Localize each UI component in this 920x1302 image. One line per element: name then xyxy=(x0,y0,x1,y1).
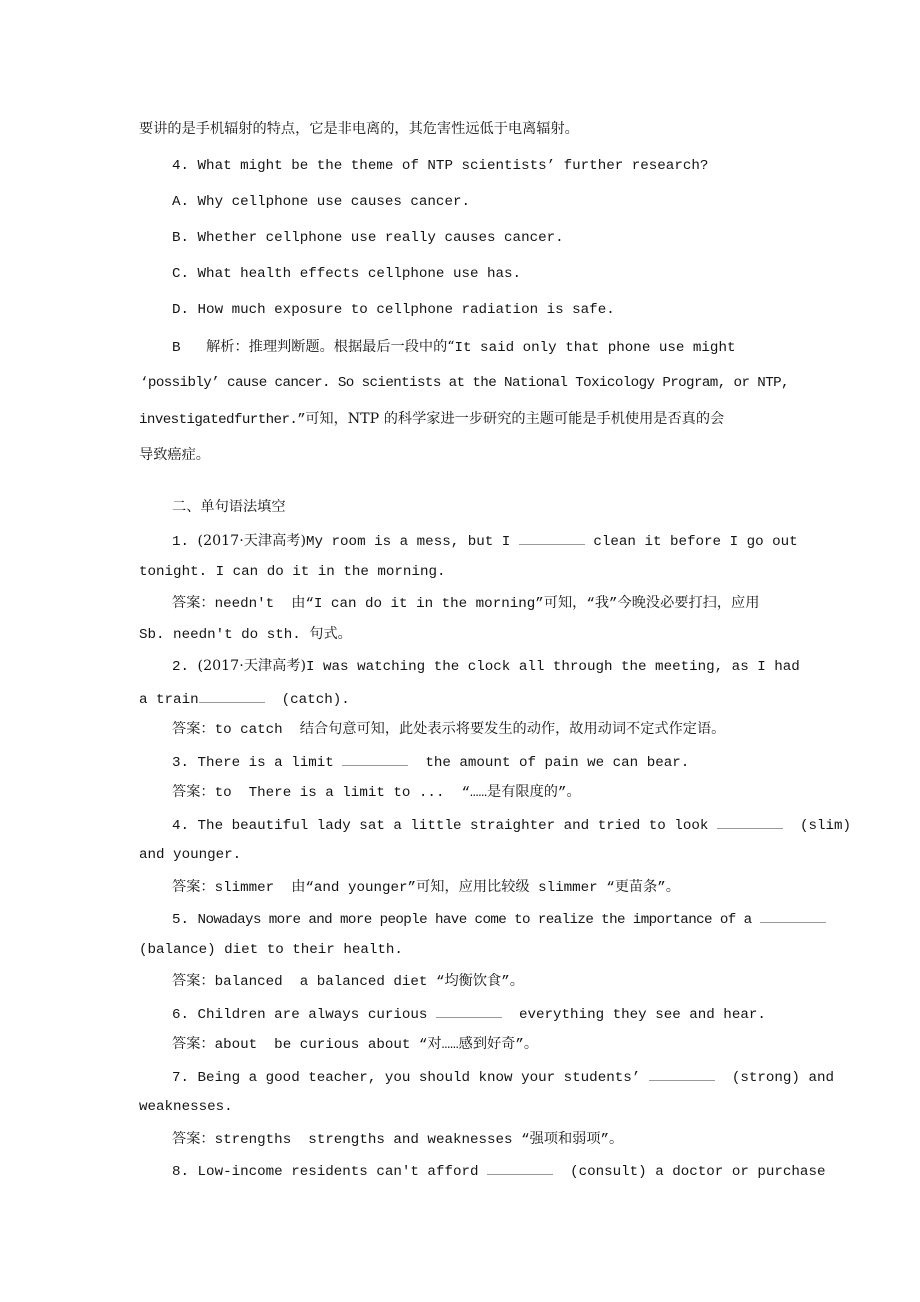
item-hint: (slim) xyxy=(799,818,852,834)
answer-text: strengths strengths and weaknesses “强项和弱项”。 xyxy=(214,1132,624,1148)
item-text: a train xyxy=(139,692,199,708)
option-d xyxy=(172,300,615,320)
item-text: Low-income residents can't afford xyxy=(197,1164,479,1180)
option-c xyxy=(172,264,521,284)
item-number: 7. xyxy=(172,1070,190,1086)
item-text: everything they see and hear. xyxy=(518,1007,766,1023)
analysis-line-2: ‘possibly’ cause cancer. So scientists at the National Toxicology Program, or NTP, xyxy=(140,375,789,391)
option-label: A. xyxy=(172,194,190,210)
grammar-answer-7 xyxy=(172,1129,623,1150)
item-text: There is a limit xyxy=(197,755,334,771)
answer-text: needn't 由“I can do it in the morning”可知，“我”今晚没必要打扫，应用 xyxy=(214,596,760,612)
grammar-answer-2 xyxy=(172,719,725,740)
answer-text: about be curious about “对……感到好奇”。 xyxy=(214,1037,539,1053)
item-number: 6. xyxy=(172,1007,190,1023)
grammar-item-6 xyxy=(172,1003,766,1025)
item-text: Nowadays more and more people have come to realize the importance of a xyxy=(197,912,752,928)
grammar-answer-5 xyxy=(172,971,524,992)
grammar-answer-6 xyxy=(172,1034,538,1055)
item-text: Children are always curious xyxy=(197,1007,428,1023)
item-source: (2017·天津高考) xyxy=(197,658,306,674)
analysis-line-3 xyxy=(139,409,724,430)
answer-blank[interactable] xyxy=(436,1003,502,1018)
grammar-item-4 xyxy=(172,814,851,836)
answer-text: balanced a balanced diet “均衡饮食”。 xyxy=(214,974,524,990)
answer-text: to There is a limit to ... “……是有限度的”。 xyxy=(214,785,581,801)
item-text: Being a good teacher, you should know your students’ xyxy=(197,1070,641,1086)
item-text: I was watching the clock all through the meeting, as I had xyxy=(305,659,800,675)
grammar-item-3 xyxy=(172,751,689,773)
answer-blank[interactable] xyxy=(199,688,265,703)
grammar-item-8 xyxy=(172,1160,825,1182)
item-text: My room is a mess, but I xyxy=(305,534,511,550)
grammar-item-5-line-2: (balance) diet to their health. xyxy=(139,942,403,958)
option-text: What health effects cellphone use has. xyxy=(197,266,522,282)
grammar-item-1-line-2: tonight. I can do it in the morning. xyxy=(139,564,446,580)
grammar-item-4-line-2: and younger. xyxy=(139,847,242,863)
grammar-answer-1 xyxy=(172,593,759,614)
option-label: C. xyxy=(172,266,190,282)
item-number: 4. xyxy=(172,818,190,834)
question-number: 4. xyxy=(172,158,190,174)
option-b xyxy=(172,228,564,248)
option-text: Whether cellphone use really causes cancer. xyxy=(197,230,564,246)
item-number: 3. xyxy=(172,755,190,771)
item-number: 5. xyxy=(172,912,190,928)
answer-label: 答案： xyxy=(172,973,215,989)
analysis-line-4: 导致癌症。 xyxy=(139,447,210,463)
question-stem xyxy=(172,156,708,176)
item-number: 1. xyxy=(172,534,190,550)
answer-text: to catch 结合句意可知，此处表示将要发生的动作，故用动词不定式作定语。 xyxy=(214,722,726,738)
intro-paragraph: 要讲的是手机辐射的特点，它是非电离的，其危害性远低于电离辐射。 xyxy=(139,121,579,137)
item-source: (2017·天津高考) xyxy=(197,533,306,549)
analysis-quote-en: It said only that phone use might xyxy=(454,340,736,356)
option-a xyxy=(172,192,470,212)
grammar-answer-1-line-2: Sb. needn't do sth. 句式。 xyxy=(139,627,352,643)
answer-label: 答案： xyxy=(172,595,215,611)
answer-label: 答案： xyxy=(172,784,215,800)
answer-label: 答案： xyxy=(172,721,215,737)
answer-blank[interactable] xyxy=(487,1160,553,1175)
answer-label: 答案： xyxy=(172,879,215,895)
item-hint: (catch). xyxy=(281,692,350,708)
item-text: clean it before I go out xyxy=(593,534,798,550)
item-hint: (consult) a doctor or purchase xyxy=(570,1164,826,1180)
answer-blank[interactable] xyxy=(519,530,585,545)
grammar-item-5 xyxy=(172,908,826,930)
answer-blank[interactable] xyxy=(717,814,783,829)
item-number: 2. xyxy=(172,659,190,675)
grammar-item-1 xyxy=(172,530,798,552)
grammar-item-7-line-2: weaknesses. xyxy=(139,1099,233,1115)
answer-blank[interactable] xyxy=(760,908,826,923)
item-number: 8. xyxy=(172,1164,190,1180)
option-text: How much exposure to cellphone radiation is safe. xyxy=(197,302,615,318)
question-text: What might be the theme of NTP scientists’ further research? xyxy=(197,158,709,174)
grammar-item-2-line-2 xyxy=(139,688,350,710)
answer-label: 答案： xyxy=(172,1036,215,1052)
grammar-item-2 xyxy=(172,656,800,677)
section-heading: 二、单句语法填空 xyxy=(172,499,286,515)
item-text: The beautiful lady sat a little straighter and tried to look xyxy=(197,818,709,834)
grammar-item-7 xyxy=(172,1066,834,1088)
answer-label: 答案： xyxy=(172,1131,215,1147)
answer-text: slimmer 由“and younger”可知，应用比较级 slimmer “更苗条”。 xyxy=(214,880,680,896)
grammar-answer-4 xyxy=(172,877,680,898)
analysis-quote-end: investigatedfurther.” xyxy=(139,412,306,428)
analysis-line-1 xyxy=(172,337,735,358)
analysis-conclusion: 可知，NTP 的科学家进一步研究的主题可能是手机使用是否真的会 xyxy=(305,411,725,427)
option-label: B. xyxy=(172,230,190,246)
answer-blank[interactable] xyxy=(342,751,408,766)
option-label: D. xyxy=(172,302,190,318)
analysis-text-cn: 解析：推理判断题。根据最后一段中的“ xyxy=(206,339,455,355)
item-hint: (strong) and xyxy=(731,1070,834,1086)
grammar-answer-3 xyxy=(172,782,581,803)
option-text: Why cellphone use causes cancer. xyxy=(197,194,470,210)
analysis-answer: B xyxy=(172,340,181,356)
answer-blank[interactable] xyxy=(649,1066,715,1081)
item-text: the amount of pain we can bear. xyxy=(425,755,690,771)
